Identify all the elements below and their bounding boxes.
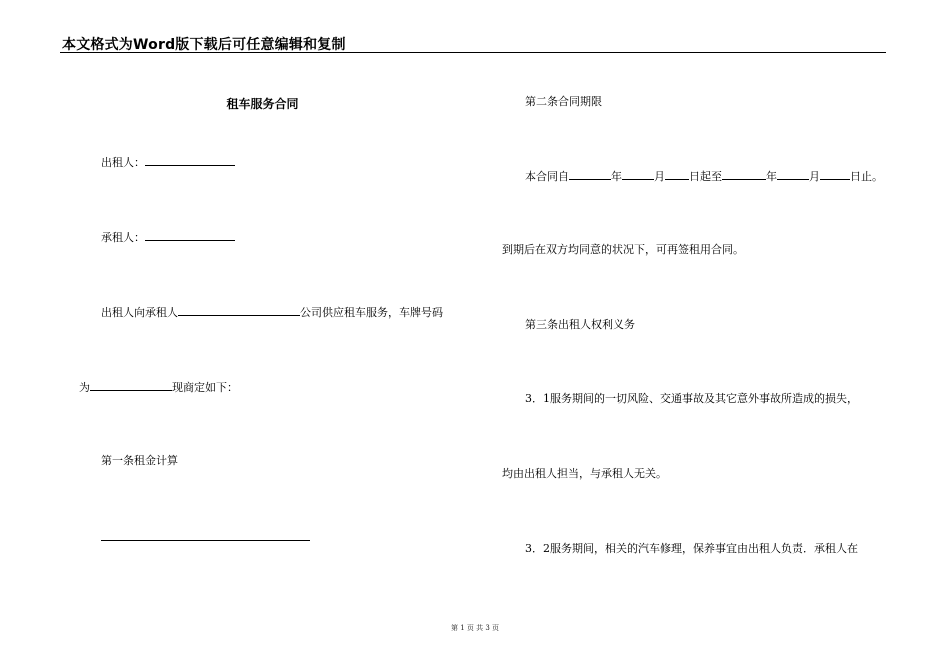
lessor-blank [145, 154, 235, 166]
plate-paragraph [79, 379, 238, 395]
clause-3-1: 3．1服务期间的一切风险、交通事故及其它意外事故所造成的损失， [525, 392, 858, 405]
page-number: 第 1 页 共 3 页 [450, 624, 500, 632]
month-label: 月 [809, 170, 820, 183]
service-text-end: 公司供应租车服务，车牌号码 [300, 306, 443, 319]
start-month-blank [622, 168, 654, 180]
day-end-label: 日止。 [850, 170, 883, 183]
plate-blank [90, 379, 172, 391]
clause-3-2: 3．2服务期间，相关的汽车修理，保养事宜由出租人负责．承租人在 [525, 542, 858, 555]
lessee-label: 承租人： [101, 231, 145, 244]
lessee-blank [145, 229, 235, 241]
lessor-label: 出租人： [101, 156, 145, 169]
lessee-line [101, 229, 235, 245]
term-text-start: 本合同自 [525, 170, 569, 183]
service-text-start: 出租人向承租人 [101, 306, 178, 319]
contract-term-line [525, 168, 883, 184]
rent-calculation-blank [101, 540, 310, 541]
end-year-blank [722, 168, 766, 180]
document-header: 本文格式为Word版下载后可任意编辑和复制 [62, 37, 346, 53]
start-day-blank [665, 168, 689, 180]
day-start-label: 日起至 [689, 170, 722, 183]
start-year-blank [569, 168, 611, 180]
article-1-heading: 第一条租金计算 [101, 454, 178, 467]
plate-text-start: 为 [79, 381, 90, 394]
renewal-clause: 到期后在双方均同意的状况下，可再签租用合同。 [502, 243, 744, 256]
header-divider [60, 52, 886, 53]
end-day-blank [820, 168, 850, 180]
company-blank [178, 304, 300, 316]
clause-3-1-continued: 均由出租人担当，与承租人无关。 [502, 467, 667, 480]
service-paragraph [101, 304, 443, 320]
end-month-blank [777, 168, 809, 180]
article-3-heading: 第三条出租人权利义务 [525, 318, 635, 331]
lessor-line [101, 154, 235, 170]
year-label: 年 [766, 170, 777, 183]
year-label: 年 [611, 170, 622, 183]
plate-text-end: 现商定如下： [172, 381, 238, 394]
month-label: 月 [654, 170, 665, 183]
contract-title: 租车服务合同 [226, 97, 299, 111]
article-2-heading: 第二条合同期限 [525, 95, 602, 108]
